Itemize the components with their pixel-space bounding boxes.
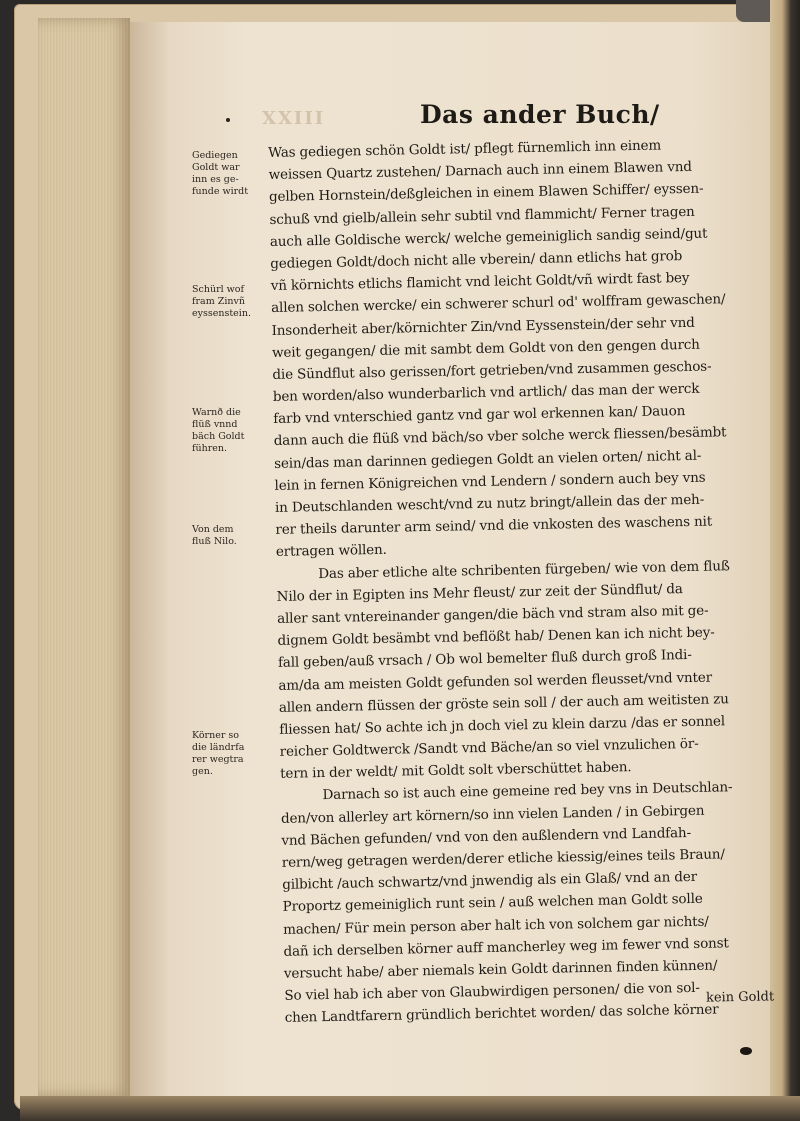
marginal-note-line: Warnð die xyxy=(192,407,241,418)
paragraph-start-line: Das aber etliche alte schribenten fürgeben/ wie von dem fluß xyxy=(318,557,730,582)
text-line: lein in fernen Königreichen vnd Lendern / sondern auch bey vns xyxy=(274,469,706,494)
text-line: vñ körnichts etlichs flamicht vnd leicht Goldt/vñ wirdt fast bey xyxy=(270,270,690,295)
marginal-note-line: rer wegtra xyxy=(192,754,244,765)
marginal-note xyxy=(192,150,270,198)
text-line: vnd Bächen gefunden/ vnd von den außlendern vnd Landfah- xyxy=(281,824,692,849)
marginal-note xyxy=(192,524,270,548)
body-text xyxy=(268,132,785,1029)
text-line: reicher Goldtwerck /Sandt vnd Bäche/an so viel vnzulichen ör- xyxy=(279,735,699,760)
catchword: kein Goldt xyxy=(705,989,775,1006)
marginal-note-line: Gediegen xyxy=(192,150,238,161)
marginal-note-line: inn es ge- xyxy=(192,174,239,185)
faint-folio-number: XXIII xyxy=(262,108,326,129)
marginal-note-line: fluß Nilo. xyxy=(192,536,237,547)
marginal-note-line: fram Zinvñ xyxy=(192,296,245,307)
marginal-note xyxy=(192,730,270,778)
marginal-note-line: gen. xyxy=(192,766,213,777)
bottom-edge xyxy=(20,1096,800,1121)
ink-blot-mark xyxy=(740,1047,752,1055)
text-line: chen Landtfarern gründlich berichtet worden/ das solche körner xyxy=(284,1001,719,1027)
text-line: allen solchen wercke/ ein schwerer schurl od' wolffram gewaschen/ xyxy=(271,291,726,317)
text-line: rern/weg getragen werden/derer etliche kiessig/eines teils Braun/ xyxy=(281,846,725,871)
text-line: fall geben/auß vrsach / Ob wol bemelter fluß durch groß Indi- xyxy=(277,647,692,672)
text-line: ertragen wöllen. xyxy=(275,542,387,561)
text-line: die Sündflut also gerissen/fort getrieben/vnd zusammen geschos- xyxy=(272,358,712,383)
text-line: aller sant vntereinander gangen/die bäch vnd stram also mit ge- xyxy=(277,602,709,627)
marginal-note xyxy=(192,284,270,320)
running-head: Das ander Buch/ xyxy=(420,100,660,129)
marginal-note-line: funde wirdt xyxy=(192,186,249,197)
text-line: Nilo der in Egipten ins Mehr fleust/ zur zeit der Sündflut/ da xyxy=(276,580,683,605)
text-line: gelben Hornstein/deßgleichen in einem Blawen Schiffer/ eyssen- xyxy=(268,181,704,206)
text-line: dignem Goldt besämbt vnd beflößt hab/ Denen kan ich nicht bey- xyxy=(277,624,715,650)
ink-dot xyxy=(226,118,230,122)
marginal-note-line: Goldt war xyxy=(192,162,240,173)
text-line: ben worden/also wunderbarlich vnd artlich/ das man der werck xyxy=(272,380,700,406)
text-line: dañ ich derselben körner auff mancherley weg im fewer vnd sonst xyxy=(283,935,729,960)
text-line: weissen Quartz zustehen/ Darnach auch inn einem Blawen vnd xyxy=(268,159,692,184)
page-edges xyxy=(38,18,130,1096)
marginal-note-line: Schürl wof xyxy=(192,284,245,295)
marginal-note-line: bäch Goldt xyxy=(192,431,245,442)
text-line: So viel hab ich aber von Glaubwirdigen personen/ die von sol- xyxy=(284,979,700,1004)
text-line: versucht habe/ aber niemals kein Goldt darinnen finden künnen/ xyxy=(283,957,718,982)
text-line: in Deutschlanden wescht/vnd zu nutz bringt/allein das der meh- xyxy=(274,491,705,516)
text-line: fliessen hat/ So achte ich jn doch viel zu klein darzu /das er sonnel xyxy=(279,713,726,738)
text-line: farb vnd vnterschied gantz vnd gar wol erkennen kan/ Dauon xyxy=(273,403,686,428)
marginal-note xyxy=(192,407,270,455)
marginal-note-line: eyssenstein. xyxy=(192,308,251,319)
marginal-note-line: flüß vnnd xyxy=(192,419,238,430)
text-line: schuß vnd gielb/allein sehr subtil vnd flammicht/ Ferner tragen xyxy=(269,203,695,228)
text-line: gilbicht /auch schwartz/vnd jnwendig als ein Glaß/ vnd an der xyxy=(282,869,698,894)
paragraph-start-line: Darnach so ist auch eine gemeine red bey vns in Deutschlan- xyxy=(322,779,733,804)
text-line: weit gegangen/ die mit sambt dem Goldt von den gengen durch xyxy=(271,336,700,361)
marginal-note-line: die ländrfa xyxy=(192,742,245,753)
text-line: gediegen Goldt/doch nicht alle vberein/ dann etlichs hat grob xyxy=(270,248,683,272)
text-line: machen/ Für mein person aber halt ich von solchem gar nichts/ xyxy=(282,913,709,938)
text-line: dann auch die flüß vnd bäch/so vber solche werck fliessen/besämbt xyxy=(273,424,727,450)
marginal-note-line: führen. xyxy=(192,443,228,454)
text-line: Insonderheit aber/körnichter Zin/vnd Eyssenstein/der sehr vnd xyxy=(271,314,695,339)
marginal-note-line: Körner so xyxy=(192,730,239,741)
text-line: auch alle Goldische werck/ welche gemeiniglich sandig seind/gut xyxy=(269,225,708,250)
text-line: rer theils darunter arm seind/ vnd die vnkosten des waschens nit xyxy=(275,513,713,539)
marginal-note-line: Von dem xyxy=(192,524,234,535)
text-line: tern in der weldt/ mit Goldt solt vberschüttet haben. xyxy=(279,759,632,783)
text-line: Proportz gemeiniglich runt sein / auß welchen man Goldt solle xyxy=(282,891,703,916)
text-line: den/von allerley art körnern/so inn vielen Landen / in Gebirgen xyxy=(280,802,705,827)
text-line: am/da am meisten Goldt gefunden sol werden fleusset/vnd vnter xyxy=(278,669,713,694)
text-line: Was gediegen schön Goldt ist/ pflegt fürnemlich inn einem xyxy=(268,137,662,161)
text-line: sein/das man darinnen gediegen Goldt an vielen orten/ nicht al- xyxy=(274,447,702,472)
text-line: allen andern flüssen der gröste sein soll / der auch am weitisten zu xyxy=(278,690,729,716)
